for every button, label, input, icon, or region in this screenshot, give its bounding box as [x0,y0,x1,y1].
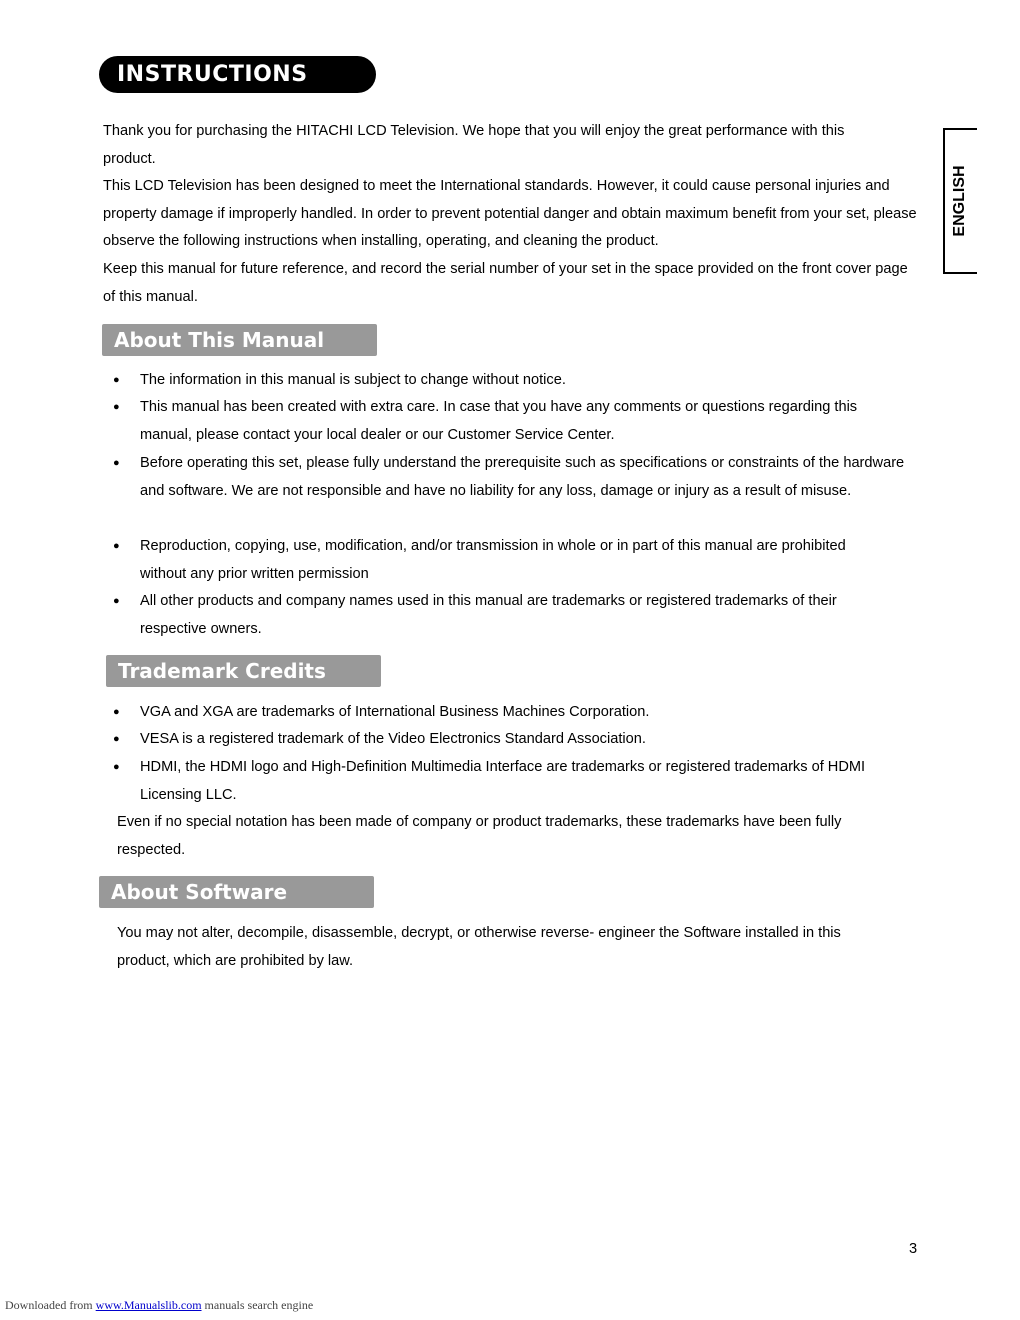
list-item: ● The information in this manual is subject to change without notice. [113,367,933,395]
download-footer [5,1298,313,1313]
footer-prefix: Downloaded from [5,1298,93,1312]
footer-suffix: manuals search engine [204,1298,314,1312]
page-title: INSTRUCTIONS [99,56,376,93]
bullet-icon: ● [113,401,120,413]
trademark-note: Even if no special notation has been made of company or product trademarks, these trademarks have been fully respected. [117,814,842,858]
bullet-icon: ● [113,733,120,745]
list-item: ● VESA is a registered trademark of the Video Electronics Standard Association. [113,726,933,754]
bullet-icon: ● [113,374,120,386]
list-item: ● VGA and XGA are trademarks of International Business Machines Corporation. [113,699,933,727]
bullet-icon: ● [113,457,120,469]
intro-paragraph: Keep this manual for future reference, and record the serial number of your set in the space provided on the front cover page of this manual. [103,261,908,305]
list-item: ● This manual has been created with extra care. In case that you have any comments or questions regarding this manual, please contact your local dealer or our Customer Service Center. [113,394,903,449]
manualslib-link[interactable]: www.Manualslib.com [95,1298,202,1312]
list-item: ● All other products and company names used in this manual are trademarks or registered trademarks of their respective owners. [113,588,883,643]
software-paragraph: You may not alter, decompile, disassemble, decrypt, or otherwise reverse- engineer the Software installed in this product, which are prohibited by law. [117,925,841,969]
page-number: 3 [909,1241,918,1257]
language-tab-label: ENGLISH [951,165,968,237]
intro-paragraph: This LCD Television has been designed to meet the International standards. However, it could cause personal injuries and property damage if improperly handled. In order to prevent potential danger and obtain maximum benefit from your set, please observe the following instructions when installing, operating, and cleaning the product. [103,178,917,250]
bullet-icon: ● [113,706,120,718]
section-heading-software: About Software [99,876,374,908]
section-heading-trademark: Trademark Credits [106,655,381,687]
bullet-icon: ● [113,761,120,773]
intro-paragraph: Thank you for purchasing the HITACHI LCD Television. We hope that you will enjoy the great performance with this product. [103,123,845,167]
list-item: ● HDMI, the HDMI logo and High-Definition Multimedia Interface are trademarks or registered trademarks of HDMI Licensing LLC. [113,754,913,809]
list-item: ● Reproduction, copying, use, modification, and/or transmission in whole or in part of this manual are prohibited without any prior written permission [113,533,893,588]
bullet-icon: ● [113,540,120,552]
list-item: ● Before operating this set, please fully understand the prerequisite such as specifications or constraints of the hardware and software. We are not responsible and have no liability for any loss, damage or injury as a result of misuse. [113,450,913,505]
bullet-icon: ● [113,595,120,607]
section-heading-about-manual: About This Manual [102,324,377,356]
